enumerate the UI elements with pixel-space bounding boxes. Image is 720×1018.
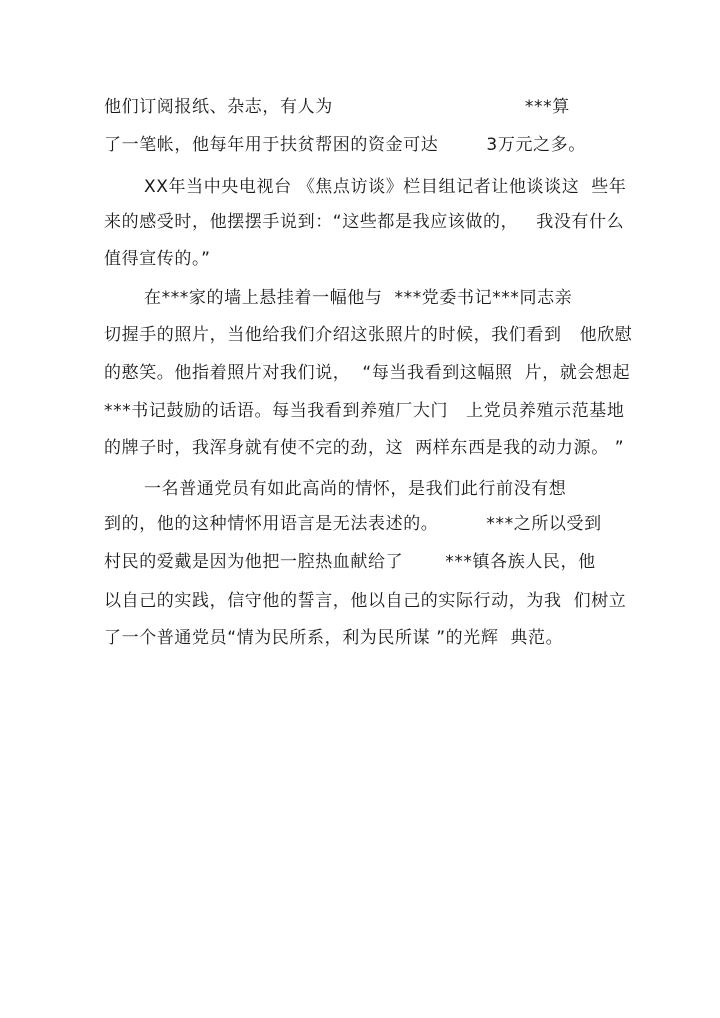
- text-line-5: 值得宣传的。”: [104, 249, 211, 269]
- text-line-2: 了一笔帐，他每年用于扶贫帮困的资金可达 3万元之多。: [104, 135, 586, 155]
- text-line-3: XX年当中央电视台 《焦点访谈》栏目组记者让他谈谈这 些年: [144, 177, 627, 197]
- text-line-15: 了一个普通党员“情为民所系，利为民所谋 ”的光辉 典范。: [104, 628, 564, 648]
- text-line-7: 切握手的照片，当他给我们介绍这张照片的时候，我们看到 他欣慰: [104, 325, 633, 345]
- text-line-4: 来的感受时，他摆摆手说到：“这些都是我应该做的， 我没有什么: [104, 212, 625, 232]
- text-line-6: 在***家的墙上悬挂着一幅他与 ***党委书记***同志亲: [144, 288, 573, 308]
- text-line-9: ***书记鼓励的话语。每当我看到养殖厂大门 上党员养殖示范基地: [104, 401, 625, 421]
- text-line-1: 他们订阅报纸、杂志，有人为 ***算: [104, 97, 570, 117]
- text-line-11: 一名普通党员有如此高尚的情怀，是我们此行前没有想: [144, 479, 567, 499]
- text-line-13: 村民的爱戴是因为他把一腔热血献给了 ***镇各族人民，他: [104, 552, 596, 572]
- text-line-14: 以自己的实践，信守他的誓言，他以自己的实际行动，为我 们树立: [104, 591, 627, 611]
- text-line-10: 的牌子时，我浑身就有使不完的劲，这 两样东西是我的动力源。 ”: [104, 438, 625, 458]
- text-line-12: 到的，他的这种情怀用语言是无法表述的。 ***之所以受到: [104, 514, 602, 534]
- text-line-8: 的憨笑。他指着照片对我们说， “每当我看到这幅照 片，就会想起: [104, 363, 631, 383]
